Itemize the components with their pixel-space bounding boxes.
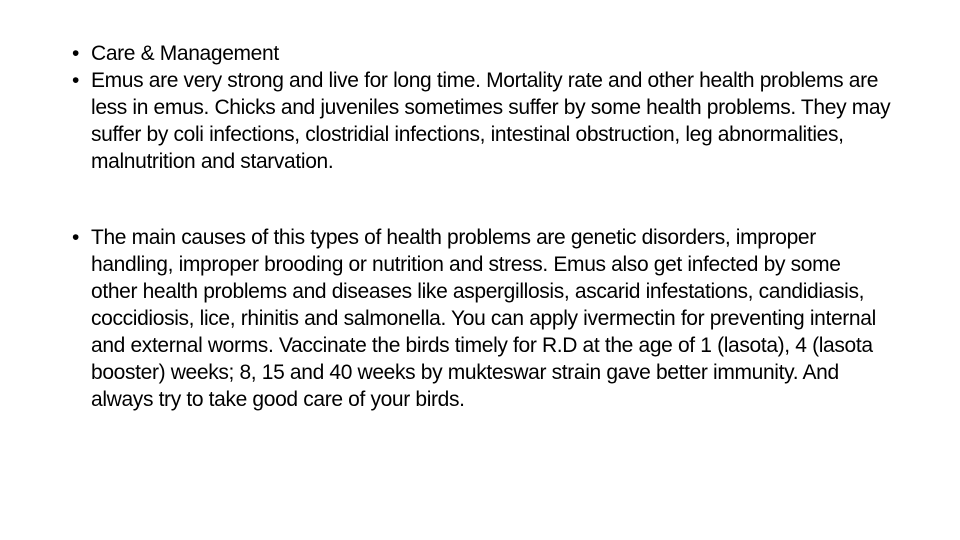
bullet-text: Care & Management — [91, 42, 279, 65]
bullet-dot: • — [72, 226, 80, 249]
bullet-text: The main causes of this types of health problems are genetic disorders, improper handling, improper brooding or nutrition and stress. Emus also get infected by some other health problems and diseases like aspergillosis, ascarid infestations, candidiasis, coccidiosis, lice, rhinitis and salmonella. You can apply ivermectin for preventing internal and external worms. Vaccinate the birds timely for R.D at the age of 1 (lasota), 4 (lasota booster) weeks; 8, 15 and 40 weeks by mukteswar strain gave better immunity. And always try to take good care of your birds. — [91, 226, 876, 411]
bullet-dot: • — [72, 69, 80, 92]
bullet-dot: • — [72, 42, 80, 65]
bullet-causes-treatment — [72, 224, 892, 413]
bullet-text: Emus are very strong and live for long time. Mortality rate and other health problems are less in emus. Chicks and juveniles sometimes suffer by some health problems. They may suffer by coli infections, clostridial infections, intestinal obstruction, leg abnormalities, malnutrition and starvation. — [91, 69, 891, 173]
bullet-list — [72, 40, 892, 413]
bullet-care-management — [72, 40, 892, 67]
bullet-emus-health — [72, 67, 892, 175]
